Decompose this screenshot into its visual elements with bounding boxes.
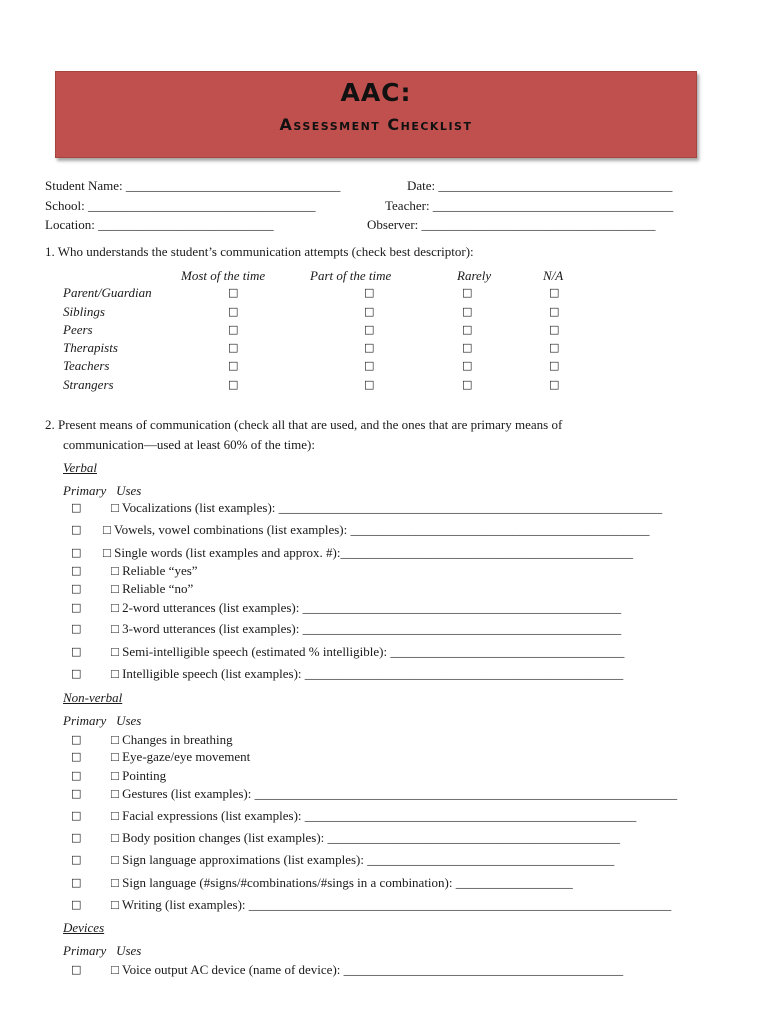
- q1-checkbox[interactable]: □: [549, 286, 560, 299]
- primary-checkbox[interactable]: □: [71, 876, 82, 889]
- q1-checkbox[interactable]: □: [462, 359, 473, 372]
- primary-checkbox[interactable]: □: [71, 853, 82, 866]
- q2-question-line1: 2. Present means of communication (check all that are used, and the ones that are primary means of: [45, 417, 563, 432]
- location-field[interactable]: Location: ___________________________: [45, 217, 274, 232]
- q1-row-label: Therapists: [63, 340, 118, 355]
- uses-item-text[interactable]: □ Voice output AC device (name of device): ___________________________________________: [111, 962, 624, 977]
- q1-checkbox[interactable]: □: [364, 378, 375, 391]
- uses-item-text[interactable]: □ Writing (list examples): _________________________________________________________________: [111, 897, 672, 912]
- uses-item-text[interactable]: □ 2-word utterances (list examples): _________________________________________________: [111, 600, 622, 615]
- q1-checkbox[interactable]: □: [364, 323, 375, 336]
- nonverbal-heading: Non-verbal: [63, 690, 123, 705]
- primary-checkbox[interactable]: □: [71, 564, 82, 577]
- uses-item-text[interactable]: □ Changes in breathing: [111, 732, 233, 747]
- date-field[interactable]: Date: ____________________________________: [407, 178, 673, 193]
- observer-field[interactable]: Observer: ____________________________________: [367, 217, 656, 232]
- q1-col-most: Most of the time: [181, 268, 266, 283]
- banner-subtitle: Assessment Checklist: [279, 115, 473, 134]
- nonverbal-primary-uses: Primary Uses: [63, 713, 142, 728]
- uses-item-text[interactable]: □ Intelligible speech (list examples): _________________________________________________: [111, 666, 624, 681]
- primary-checkbox[interactable]: □: [71, 769, 82, 782]
- primary-checkbox[interactable]: □: [71, 546, 82, 559]
- q1-checkbox[interactable]: □: [364, 286, 375, 299]
- uses-item-text[interactable]: □ Reliable “no”: [111, 581, 194, 596]
- q1-row-label: Parent/Guardian: [63, 285, 152, 300]
- q1-col-na: N/A: [543, 268, 564, 283]
- q1-question: 1. Who understands the student’s communication attempts (check best descriptor):: [45, 244, 474, 259]
- q1-checkbox[interactable]: □: [462, 323, 473, 336]
- q1-checkbox[interactable]: □: [364, 305, 375, 318]
- uses-item-text[interactable]: □ Sign language approximations (list examples): ______________________________________: [111, 852, 615, 867]
- q1-row-label: Teachers: [63, 358, 110, 373]
- q1-row-label: Strangers: [63, 377, 114, 392]
- q1-checkbox[interactable]: □: [228, 359, 239, 372]
- q1-checkbox[interactable]: □: [364, 359, 375, 372]
- q1-checkbox[interactable]: □: [228, 286, 239, 299]
- q2-question-line2: communication—used at least 60% of the time):: [63, 437, 315, 452]
- teacher-field[interactable]: Teacher: _____________________________________: [385, 198, 674, 213]
- student-name-field[interactable]: Student Name: _________________________________: [45, 178, 341, 193]
- q1-checkbox[interactable]: □: [549, 378, 560, 391]
- primary-checkbox[interactable]: □: [71, 750, 82, 763]
- banner-title: AAC:: [340, 78, 412, 107]
- uses-item-text[interactable]: □ Vocalizations (list examples): ___________________________________________________________: [111, 500, 663, 515]
- primary-checkbox[interactable]: □: [71, 501, 82, 514]
- verbal-primary-uses: Primary Uses: [63, 483, 142, 498]
- q1-checkbox[interactable]: □: [549, 323, 560, 336]
- devices-primary-uses: Primary Uses: [63, 943, 142, 958]
- uses-item-text[interactable]: □ Pointing: [111, 768, 167, 783]
- uses-item-text[interactable]: □ 3-word utterances (list examples): _________________________________________________: [111, 621, 622, 636]
- q1-checkbox[interactable]: □: [549, 341, 560, 354]
- primary-checkbox[interactable]: □: [71, 733, 82, 746]
- uses-item-text[interactable]: □ Body position changes (list examples): _____________________________________________: [111, 830, 621, 845]
- q1-row-label: Siblings: [63, 304, 105, 319]
- primary-checkbox[interactable]: □: [71, 601, 82, 614]
- primary-checkbox[interactable]: □: [71, 809, 82, 822]
- title-banner: [55, 71, 697, 158]
- q1-row-label: Peers: [63, 322, 93, 337]
- q1-col-rarely: Rarely: [457, 268, 492, 283]
- primary-checkbox[interactable]: □: [71, 523, 82, 536]
- primary-checkbox[interactable]: □: [71, 787, 82, 800]
- uses-item-text[interactable]: □ Gestures (list examples): _________________________________________________________________: [111, 786, 678, 801]
- uses-item-text[interactable]: □ Vowels, vowel combinations (list examples): ______________________________________________: [103, 522, 650, 537]
- q1-checkbox[interactable]: □: [228, 341, 239, 354]
- devices-heading: Devices: [63, 920, 105, 935]
- uses-item-text[interactable]: □ Reliable “yes”: [111, 563, 198, 578]
- uses-item-text[interactable]: □ Sign language (#signs/#combinations/#sings in a combination): __________________: [111, 875, 573, 890]
- q1-checkbox[interactable]: □: [462, 341, 473, 354]
- primary-checkbox[interactable]: □: [71, 963, 82, 976]
- primary-checkbox[interactable]: □: [71, 898, 82, 911]
- q1-checkbox[interactable]: □: [228, 378, 239, 391]
- uses-item-text[interactable]: □ Facial expressions (list examples): ___________________________________________________: [111, 808, 637, 823]
- primary-checkbox[interactable]: □: [71, 667, 82, 680]
- school-field[interactable]: School: ___________________________________: [45, 198, 316, 213]
- q1-checkbox[interactable]: □: [549, 305, 560, 318]
- uses-item-text[interactable]: □ Single words (list examples and approx. #):_____________________________________________: [103, 545, 633, 560]
- uses-item-text[interactable]: □ Eye-gaze/eye movement: [111, 749, 251, 764]
- q1-col-part: Part of the time: [310, 268, 392, 283]
- q1-checkbox[interactable]: □: [462, 305, 473, 318]
- uses-item-text[interactable]: □ Semi-intelligible speech (estimated % intelligible): ____________________________________: [111, 644, 625, 659]
- primary-checkbox[interactable]: □: [71, 582, 82, 595]
- primary-checkbox[interactable]: □: [71, 622, 82, 635]
- primary-checkbox[interactable]: □: [71, 831, 82, 844]
- q1-checkbox[interactable]: □: [462, 378, 473, 391]
- q1-checkbox[interactable]: □: [549, 359, 560, 372]
- q1-checkbox[interactable]: □: [228, 305, 239, 318]
- verbal-heading: Verbal: [63, 460, 97, 475]
- q1-checkbox[interactable]: □: [364, 341, 375, 354]
- q1-checkbox[interactable]: □: [228, 323, 239, 336]
- primary-checkbox[interactable]: □: [71, 645, 82, 658]
- q1-checkbox[interactable]: □: [462, 286, 473, 299]
